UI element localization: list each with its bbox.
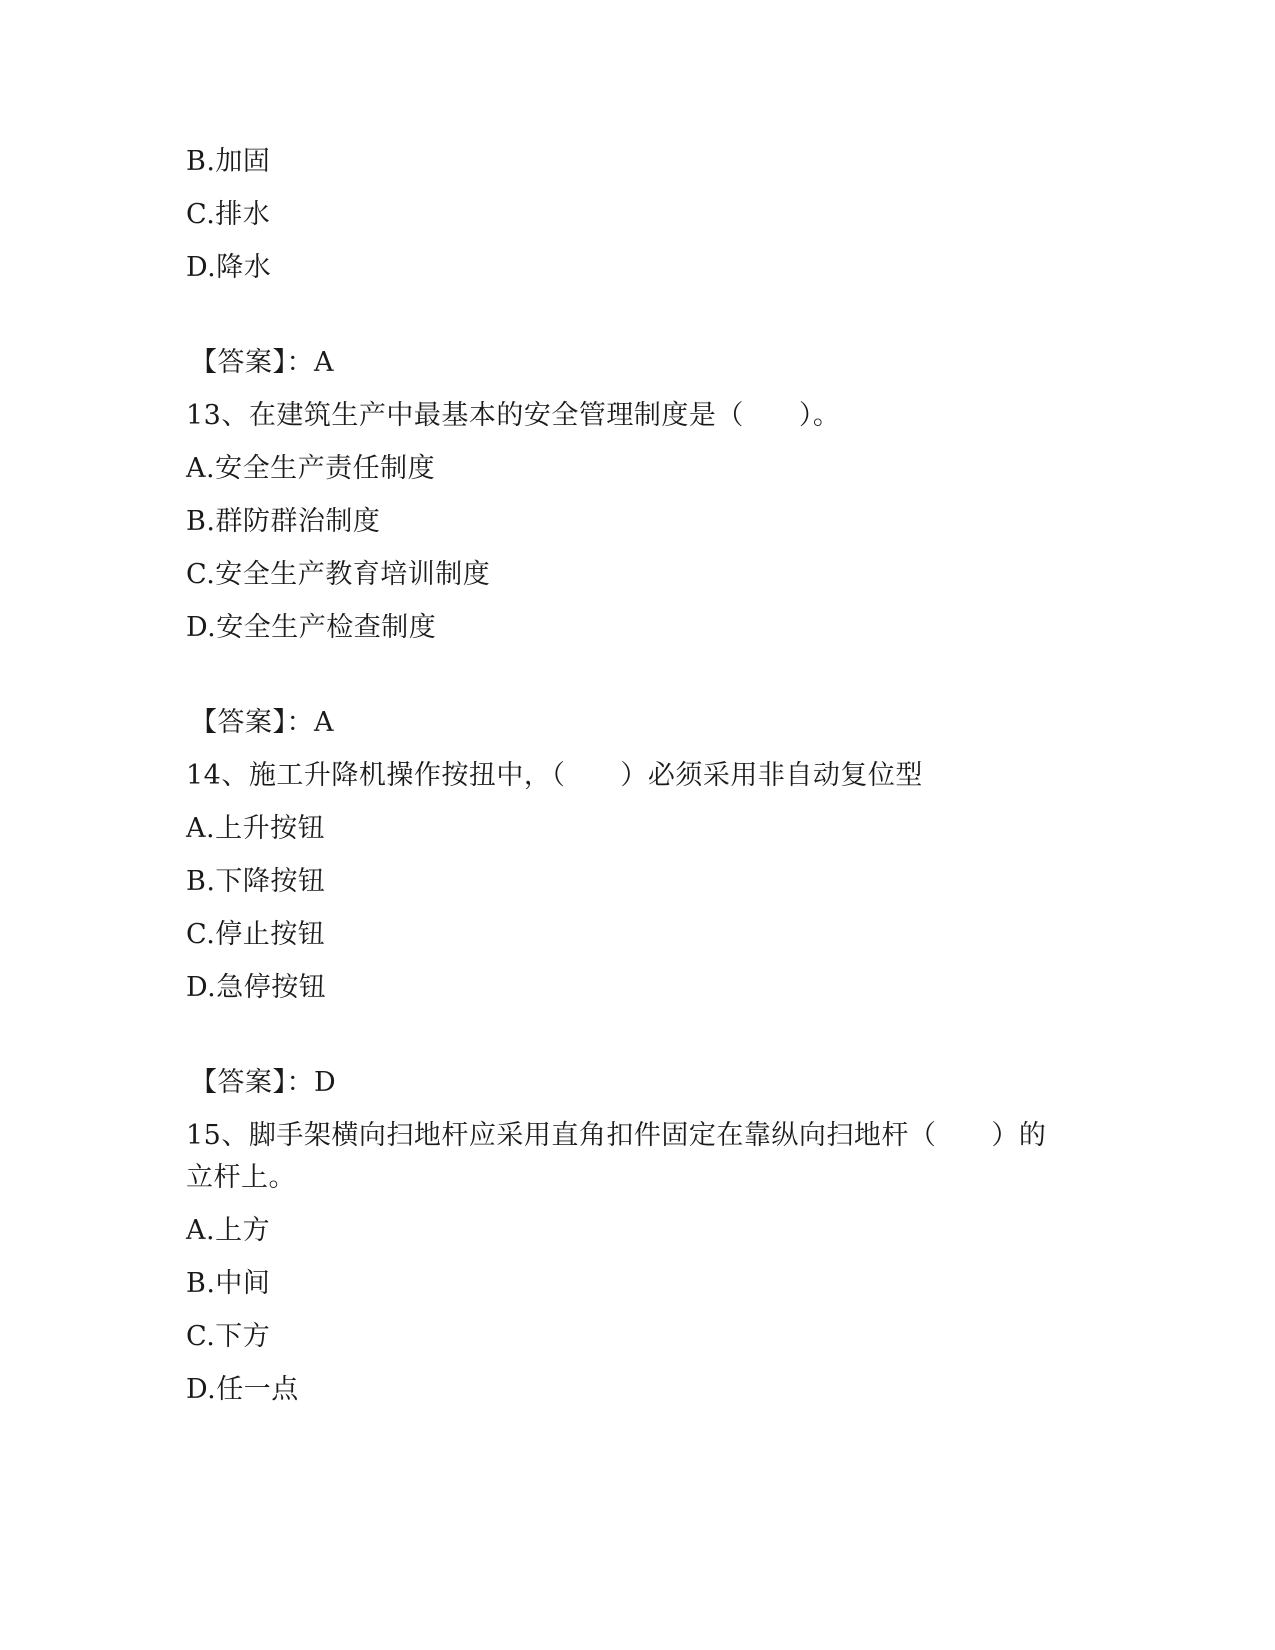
q13-answer: 【答案】：A (190, 707, 334, 738)
q14-option-d: D.急停按钮 (186, 972, 327, 1003)
q15-option-b: B.中间 (186, 1268, 271, 1299)
q13-option-d: D.安全生产检查制度 (186, 612, 437, 643)
q14-option-a: A.上升按钮 (186, 813, 326, 844)
q14-stem: 14、施工升降机操作按扭中，（ ）必须采用非自动复位型 (186, 760, 923, 791)
q15-option-d: D.任一点 (186, 1374, 299, 1405)
q15-option-c: C.下方 (186, 1321, 271, 1352)
q14-option-c: C.停止按钮 (186, 919, 326, 950)
q13-option-c: C.安全生产教育培训制度 (186, 559, 491, 590)
q13-stem: 13、在建筑生产中最基本的安全管理制度是（ ）。 (186, 400, 841, 431)
q12-option-d: D.降水 (186, 252, 272, 283)
q15-option-a: A.上方 (186, 1215, 271, 1246)
q13-option-b: B.群防群治制度 (186, 506, 381, 537)
q14-option-b: B.下降按钮 (186, 866, 326, 897)
q12-option-b: B.加固 (186, 146, 271, 177)
q14-answer: 【答案】：D (190, 1067, 337, 1098)
q15-stem-line2: 立杆上。 (186, 1162, 296, 1193)
q12-answer: 【答案】：A (190, 347, 334, 378)
q12-option-c: C.排水 (186, 199, 271, 230)
q15-stem-line1: 15、脚手架横向扫地杆应采用直角扣件固定在靠纵向扫地杆（ ）的 (186, 1120, 1047, 1151)
q13-option-a: A.安全生产责任制度 (186, 453, 436, 484)
